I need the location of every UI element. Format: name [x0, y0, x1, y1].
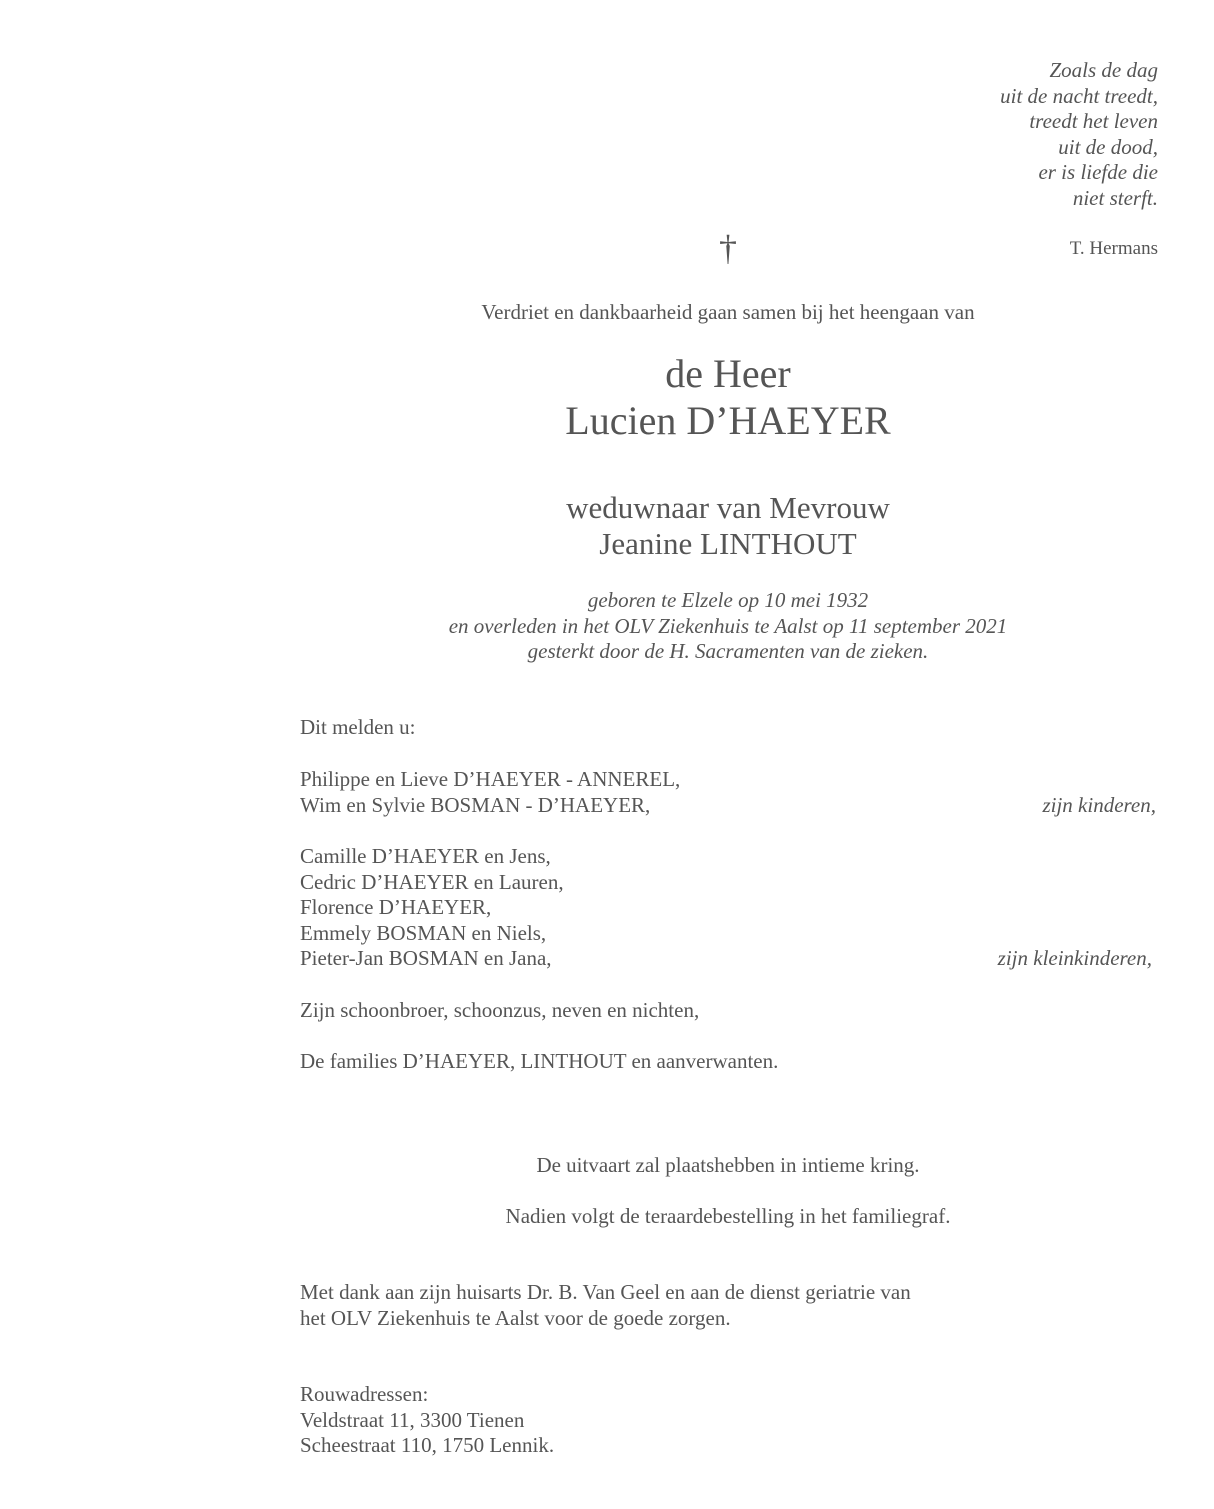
birth-line: geboren te Elzele op 10 mei 1932: [587, 588, 869, 612]
list-item-row: [300, 793, 1156, 819]
list-item: Camille D’HAEYER en Jens,: [300, 844, 551, 868]
children-role: zijn kinderen,: [1042, 792, 1156, 817]
poem-author: T. Hermans: [1069, 238, 1158, 259]
intro-text: Verdriet en dankbaarheid gaan samen bij het heengaan van: [481, 300, 975, 324]
funeral-notice: De uitvaart zal plaatshebben in intieme kring.: [536, 1153, 920, 1177]
burial-notice: Nadien volgt de teraardebestelling in het familiegraf.: [505, 1204, 951, 1228]
thanks-line: het OLV Ziekenhuis te Aalst voor de goede zorgen.: [300, 1305, 731, 1330]
death-line: en overleden in het OLV Ziekenhuis te Aalst op 11 september 2021: [448, 613, 1008, 638]
deceased-name-block: [228, 350, 1214, 444]
grandchildren-list: [300, 844, 1156, 972]
poem-line: er is liefde die: [1038, 160, 1158, 185]
announcement: Dit melden u:: [300, 715, 416, 739]
thanks-line: Met dank aan zijn huisarts Dr. B. Van Geel en aan de dienst geriatrie van: [300, 1280, 911, 1304]
grandchildren-role: zijn kleinkinderen,: [997, 946, 1152, 971]
list-item: Emmely BOSMAN en Niels,: [300, 920, 547, 945]
thanks-text: [300, 1280, 1000, 1331]
deceased-name: Lucien D’HAEYER: [565, 398, 891, 443]
poem-line: niet sterft.: [1072, 185, 1158, 210]
spouse-name: Jeanine LINTHOUT: [599, 526, 857, 561]
deceased-title: de Heer: [665, 351, 791, 396]
list-item: Cedric D’HAEYER en Lauren,: [300, 869, 564, 894]
sacraments-line: gesterkt door de H. Sacramenten van de zieken.: [527, 639, 929, 664]
list-item-row: [300, 946, 1156, 972]
poem-line: treedt het leven: [1029, 109, 1158, 134]
list-item: Wim en Sylvie BOSMAN - D’HAEYER,: [300, 792, 651, 817]
addresses-label: Rouwadressen:: [300, 1382, 429, 1406]
poem-line: uit de nacht treedt,: [1000, 83, 1158, 108]
children-list: [300, 767, 1156, 818]
spouse-line: weduwnaar van Mevrouw: [566, 490, 890, 525]
list-item: Pieter-Jan BOSMAN en Jana,: [300, 946, 552, 971]
in-laws-line: Zijn schoonbroer, schoonzus, neven en nichten,: [300, 998, 700, 1022]
poem: [1000, 58, 1158, 212]
mourning-addresses: [300, 1382, 1156, 1459]
families-line: De families D’HAEYER, LINTHOUT en aanverwanten.: [300, 1049, 779, 1073]
list-item: Philippe en Lieve D’HAEYER - ANNEREL,: [300, 767, 681, 791]
poem-line: uit de dood,: [1058, 134, 1158, 159]
spouse-block: [228, 490, 1214, 562]
address-line: Veldstraat 11, 3300 Tienen: [300, 1407, 525, 1432]
life-dates: [228, 588, 1214, 665]
poem-line: Zoals de dag: [1049, 58, 1158, 82]
cross-icon: †: [719, 228, 737, 268]
list-item: Florence D’HAEYER,: [300, 895, 492, 920]
address-line: Scheestraat 110, 1750 Lennik.: [300, 1433, 555, 1458]
